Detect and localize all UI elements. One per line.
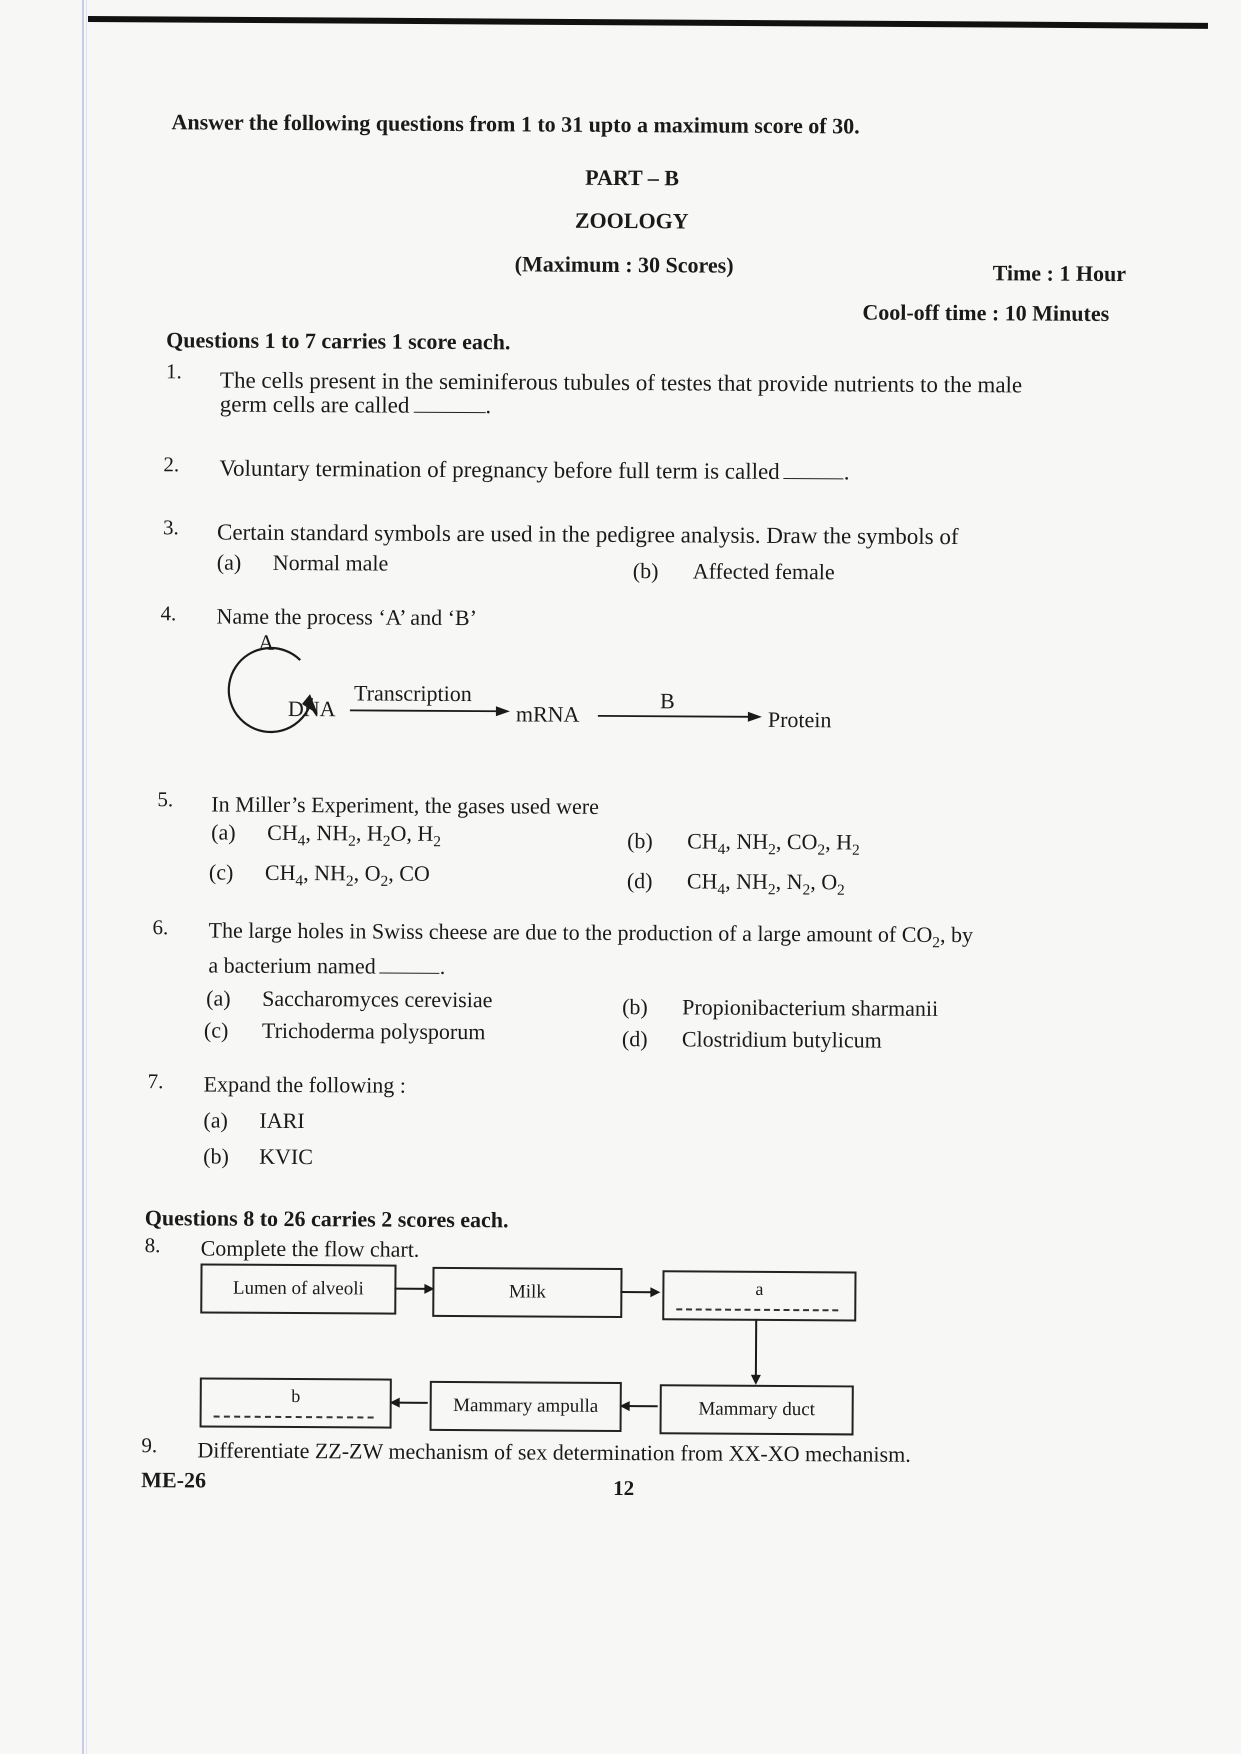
flow-box-mammary-ampulla [430, 1381, 622, 1432]
question-text-part: , by [940, 922, 973, 947]
option-text: Affected female [693, 558, 835, 585]
question-number: 7. [148, 1069, 164, 1094]
question-text: Complete the flow chart. [201, 1235, 420, 1262]
subscript: 2 [837, 882, 845, 899]
question-number: 6. [153, 915, 169, 940]
formula-part: , O [354, 860, 381, 885]
label-a: A [258, 630, 274, 656]
subscript: 2 [380, 873, 388, 890]
question-text-part: a bacterium named [208, 952, 376, 978]
option-label: (a) [206, 985, 231, 1011]
answer-blank [214, 1416, 374, 1419]
question-text-part: germ cells are called [220, 392, 410, 418]
option-label: (d) [627, 868, 653, 894]
option-label: (a) [217, 550, 242, 576]
flow-box-label: Mammary duct [698, 1398, 815, 1421]
question-text-part: . [844, 459, 850, 484]
question-text: The cells present in the seminiferous tubules of testes that provide nutrients to the male [220, 368, 1022, 399]
subscript: 4 [718, 841, 726, 858]
option-label: (d) [622, 1026, 648, 1052]
formula-part: , H [825, 829, 852, 854]
question-text-part: . [485, 393, 491, 418]
formula-part: , NH [725, 829, 768, 854]
subscript: 2 [348, 833, 356, 850]
subscript: 2 [433, 833, 441, 850]
dna-label: DNA [288, 696, 336, 722]
formula-part: , N [776, 869, 803, 894]
formula-part: CH [687, 868, 718, 893]
page-number: 12 [613, 1476, 634, 1501]
flow-box-milk [432, 1267, 622, 1318]
option-label: (c) [204, 1017, 229, 1043]
formula-part: CH [267, 820, 298, 845]
option-label: (b) [633, 558, 659, 584]
option-label: (b) [203, 1143, 229, 1169]
flow-box-a [662, 1270, 856, 1321]
flow-box-lumen [200, 1263, 396, 1314]
instruction: Answer the following questions from 1 to 31 upto a maximum score of 30. [171, 109, 859, 139]
option-text: Trichoderma polysporum [262, 1018, 486, 1045]
formula-part: CH [265, 860, 296, 885]
subscript: 2 [932, 934, 940, 951]
answer-blank [676, 1308, 838, 1311]
subscript: 4 [295, 872, 303, 889]
mrna-label: mRNA [516, 701, 580, 727]
cool-off-time: Cool-off time : 10 Minutes [862, 299, 1109, 327]
option-text: Propionibacterium sharmanii [682, 994, 938, 1022]
formula-part: , O [810, 869, 837, 894]
flow-box-label: Milk [509, 1281, 546, 1303]
flow-box-b [200, 1377, 392, 1428]
paper-code: ME-26 [141, 1467, 206, 1493]
question-number: 2. [163, 452, 179, 477]
flow-box-label: b [202, 1385, 390, 1407]
subscript: 4 [717, 881, 725, 898]
transcription-label: Transcription [354, 680, 472, 707]
question-text: In Miller’s Experiment, the gases used were [211, 792, 599, 820]
question-number: 1. [166, 359, 182, 384]
question-number: 5. [157, 787, 173, 812]
arrow-head [751, 1375, 761, 1385]
question-text-part: Voluntary termination of pregnancy before full term is called [219, 456, 779, 484]
flow-box-label: Lumen of alveoli [233, 1278, 364, 1301]
arrow-head [650, 1287, 660, 1297]
flow-box-mammary-duct [660, 1384, 854, 1435]
question-number: 4. [160, 601, 176, 626]
flow-box-label: Mammary ampulla [453, 1395, 598, 1418]
subscript: 2 [768, 841, 776, 858]
question-number: 9. [141, 1433, 157, 1458]
subscript: 2 [817, 842, 825, 859]
question-text: Differentiate ZZ-ZW mechanism of sex determination from XX-XO mechanism. [197, 1437, 911, 1467]
subscript: 2 [346, 873, 354, 890]
option-label: (b) [627, 828, 653, 854]
question-text-part: . [440, 954, 446, 979]
option-text: Normal male [273, 550, 389, 577]
time: Time : 1 Hour [993, 260, 1127, 287]
flow-box-label: a [664, 1278, 854, 1300]
question-text: Name the process ‘A’ and ‘B’ [216, 604, 477, 632]
option-label: (a) [211, 820, 236, 846]
formula-part: , CO [388, 861, 430, 886]
option-text: Clostridium butylicum [682, 1026, 882, 1053]
section-heading: Questions 8 to 26 carries 2 scores each. [145, 1205, 509, 1233]
formula-part: O, H [390, 821, 433, 846]
question-text: Certain standard symbols are used in the pedigree analysis. Draw the symbols of [217, 520, 959, 551]
option-text: IARI [259, 1108, 304, 1134]
question-text-part: The large holes in Swiss cheese are due to the production of a large amount of CO [209, 917, 933, 946]
subscript: 4 [298, 832, 306, 849]
option-label: (b) [622, 994, 648, 1020]
protein-label: Protein [768, 707, 832, 733]
subject-heading: ZOOLOGY [575, 208, 689, 235]
question-text: Expand the following : [204, 1071, 406, 1098]
option-label: (a) [203, 1107, 228, 1133]
part-heading: PART – B [585, 165, 679, 192]
subscript: 2 [768, 881, 776, 898]
section-heading: Questions 1 to 7 carries 1 score each. [166, 327, 510, 355]
formula-part: , H [356, 820, 383, 845]
label-b: B [660, 688, 675, 714]
formula-part: , NH [725, 869, 768, 894]
question-number: 8. [145, 1233, 161, 1258]
max-score: (Maximum : 30 Scores) [515, 251, 734, 278]
subscript: 2 [852, 842, 860, 859]
formula-part: CH [687, 828, 718, 853]
formula-part: , CO [776, 829, 818, 854]
option-label: (c) [209, 859, 234, 885]
subscript: 2 [383, 833, 391, 850]
option-text: Saccharomyces cerevisiae [262, 986, 492, 1013]
formula-part: , NH [305, 820, 348, 845]
question-number: 3. [163, 515, 179, 540]
subscript: 2 [802, 881, 810, 898]
formula-part: , NH [303, 860, 346, 885]
option-text: KVIC [259, 1144, 313, 1170]
